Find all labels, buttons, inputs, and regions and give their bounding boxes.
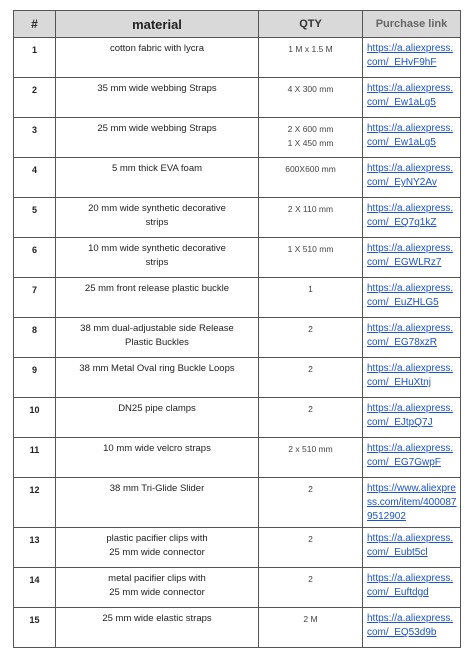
material-cell [56,358,259,398]
materials-table [13,10,461,648]
header-material: material [56,11,259,38]
material-text: 25 mm front release plastic buckle [84,283,230,294]
material-text: 38 mm Metal Oval ring Buckle Loops [79,363,235,374]
qty-cell [259,608,363,648]
material-text: 10 mm wide synthetic decorative [88,243,226,254]
material-text: strips [145,217,169,228]
qty-cell [259,438,363,478]
qty-text: 2 x 510 mm [288,444,333,454]
row-number: 5 [14,198,56,238]
table-row [14,118,461,158]
qty-cell [259,278,363,318]
link-cell [363,528,461,568]
purchase-link[interactable]: https://a.aliexpress.com/_Eubt5cl [367,533,454,558]
table-row [14,78,461,118]
header-row [14,11,461,38]
purchase-link[interactable]: https://a.aliexpress.com/_Ew1aLg5 [367,83,454,108]
qty-cell [259,398,363,438]
row-number: 13 [14,528,56,568]
material-cell [56,78,259,118]
material-text: 10 mm wide velcro straps [103,443,211,454]
qty-cell [259,318,363,358]
table-row [14,318,461,358]
table-row [14,198,461,238]
qty-cell [259,238,363,278]
purchase-link[interactable]: https://a.aliexpress.com/_Euftdgd [367,573,454,598]
link-cell [363,238,461,278]
qty-text: 2 X 600 mm [287,124,334,134]
table-row [14,238,461,278]
material-cell [56,568,259,608]
qty-text: 2 X 110 mm [287,204,334,214]
row-number: 12 [14,478,56,528]
link-cell [363,78,461,118]
qty-text: 1 [308,284,313,294]
material-cell [56,198,259,238]
link-cell [363,438,461,478]
material-cell [56,278,259,318]
row-number: 9 [14,358,56,398]
header-purchase-link: Purchase link [363,11,461,38]
row-number: 7 [14,278,56,318]
material-text: 35 mm wide webbing Straps [97,83,217,94]
material-cell [56,318,259,358]
material-text: 38 mm Tri-Glide Slider [109,483,205,494]
row-number: 3 [14,118,56,158]
row-number: 11 [14,438,56,478]
header-number: # [14,11,56,38]
purchase-link[interactable]: https://a.aliexpress.com/_Ew1aLg5 [367,123,454,148]
material-text: cotton fabric with lycra [110,43,204,54]
material-text: 20 mm wide synthetic decorative [88,203,226,214]
qty-cell [259,158,363,198]
qty-text: 2 [308,364,313,374]
link-cell [363,478,461,528]
material-cell [56,118,259,158]
link-cell [363,118,461,158]
qty-text: 2 [308,574,313,584]
qty-text: 2 [308,324,313,334]
material-text: 5 mm thick EVA foam [111,163,203,174]
material-cell [56,608,259,648]
material-text: DN25 pipe clamps [118,403,196,414]
purchase-link[interactable]: https://a.aliexpress.com/_EyNY2Av [367,163,454,188]
qty-text: 2 M [303,614,318,624]
row-number: 2 [14,78,56,118]
table-row [14,398,461,438]
purchase-link[interactable]: https://a.aliexpress.com/_EuZHLG5 [367,283,454,308]
material-text: plastic pacifier clips with [106,533,208,544]
material-text: 25 mm wide connector [109,587,205,598]
link-cell [363,398,461,438]
material-text: 25 mm wide elastic straps [102,613,212,624]
table-header [14,11,461,38]
qty-text: 1 X 450 mm [287,138,334,148]
qty-cell [259,38,363,78]
table-row [14,278,461,318]
material-cell [56,438,259,478]
row-number: 15 [14,608,56,648]
material-text: metal pacifier clips with [108,573,206,584]
link-cell [363,198,461,238]
qty-text: 600X600 mm [285,164,336,174]
link-cell [363,358,461,398]
qty-text: 2 [308,534,313,544]
qty-cell [259,198,363,238]
qty-cell [259,118,363,158]
material-cell [56,398,259,438]
qty-text: 1 M x 1.5 M [288,44,333,54]
link-cell [363,38,461,78]
purchase-link[interactable]: https://a.aliexpress.com/_EQ7q1kZ [367,203,454,228]
purchase-link[interactable]: https://a.aliexpress.com/_EG78xzR [367,323,454,348]
table-row [14,528,461,568]
material-text: Plastic Buckles [125,337,189,348]
purchase-link[interactable]: https://www.aliexpress.com/item/4000879512902 [367,483,457,522]
material-text: strips [145,257,169,268]
qty-text: 2 [308,404,313,414]
qty-cell [259,528,363,568]
table-row [14,358,461,398]
qty-text: 2 [308,484,313,494]
material-cell [56,158,259,198]
purchase-link[interactable]: https://a.aliexpress.com/_EGWLRz7 [367,243,454,268]
materials-table-container [13,10,460,648]
table-row [14,568,461,608]
table-row [14,438,461,478]
qty-cell [259,568,363,608]
link-cell [363,318,461,358]
material-text: 25 mm wide connector [109,547,205,558]
qty-text: 1 X 510 mm [287,244,334,254]
table-row [14,478,461,528]
material-cell [56,478,259,528]
row-number: 1 [14,38,56,78]
material-text: 38 mm dual-adjustable side Release [80,323,234,334]
qty-cell [259,78,363,118]
table-body [14,38,461,648]
link-cell [363,568,461,608]
purchase-link[interactable]: https://a.aliexpress.com/_EQ53d9b [367,613,454,638]
qty-cell [259,478,363,528]
purchase-link[interactable]: https://a.aliexpress.com/_EJtpQ7J [367,403,454,428]
row-number: 14 [14,568,56,608]
row-number: 10 [14,398,56,438]
link-cell [363,608,461,648]
link-cell [363,278,461,318]
purchase-link[interactable]: https://a.aliexpress.com/_EHuXtnj [367,363,454,388]
purchase-link[interactable]: https://a.aliexpress.com/_EG7GwpF [367,443,454,468]
purchase-link[interactable]: https://a.aliexpress.com/_EHvF9hF [367,43,454,68]
qty-cell [259,358,363,398]
table-row [14,38,461,78]
link-cell [363,158,461,198]
table-row [14,158,461,198]
material-text: 25 mm wide webbing Straps [97,123,217,134]
table-row [14,608,461,648]
row-number: 6 [14,238,56,278]
row-number: 4 [14,158,56,198]
qty-text: 4 X 300 mm [287,84,334,94]
header-qty: QTY [259,11,363,38]
row-number: 8 [14,318,56,358]
material-cell [56,528,259,568]
material-cell [56,38,259,78]
material-cell [56,238,259,278]
